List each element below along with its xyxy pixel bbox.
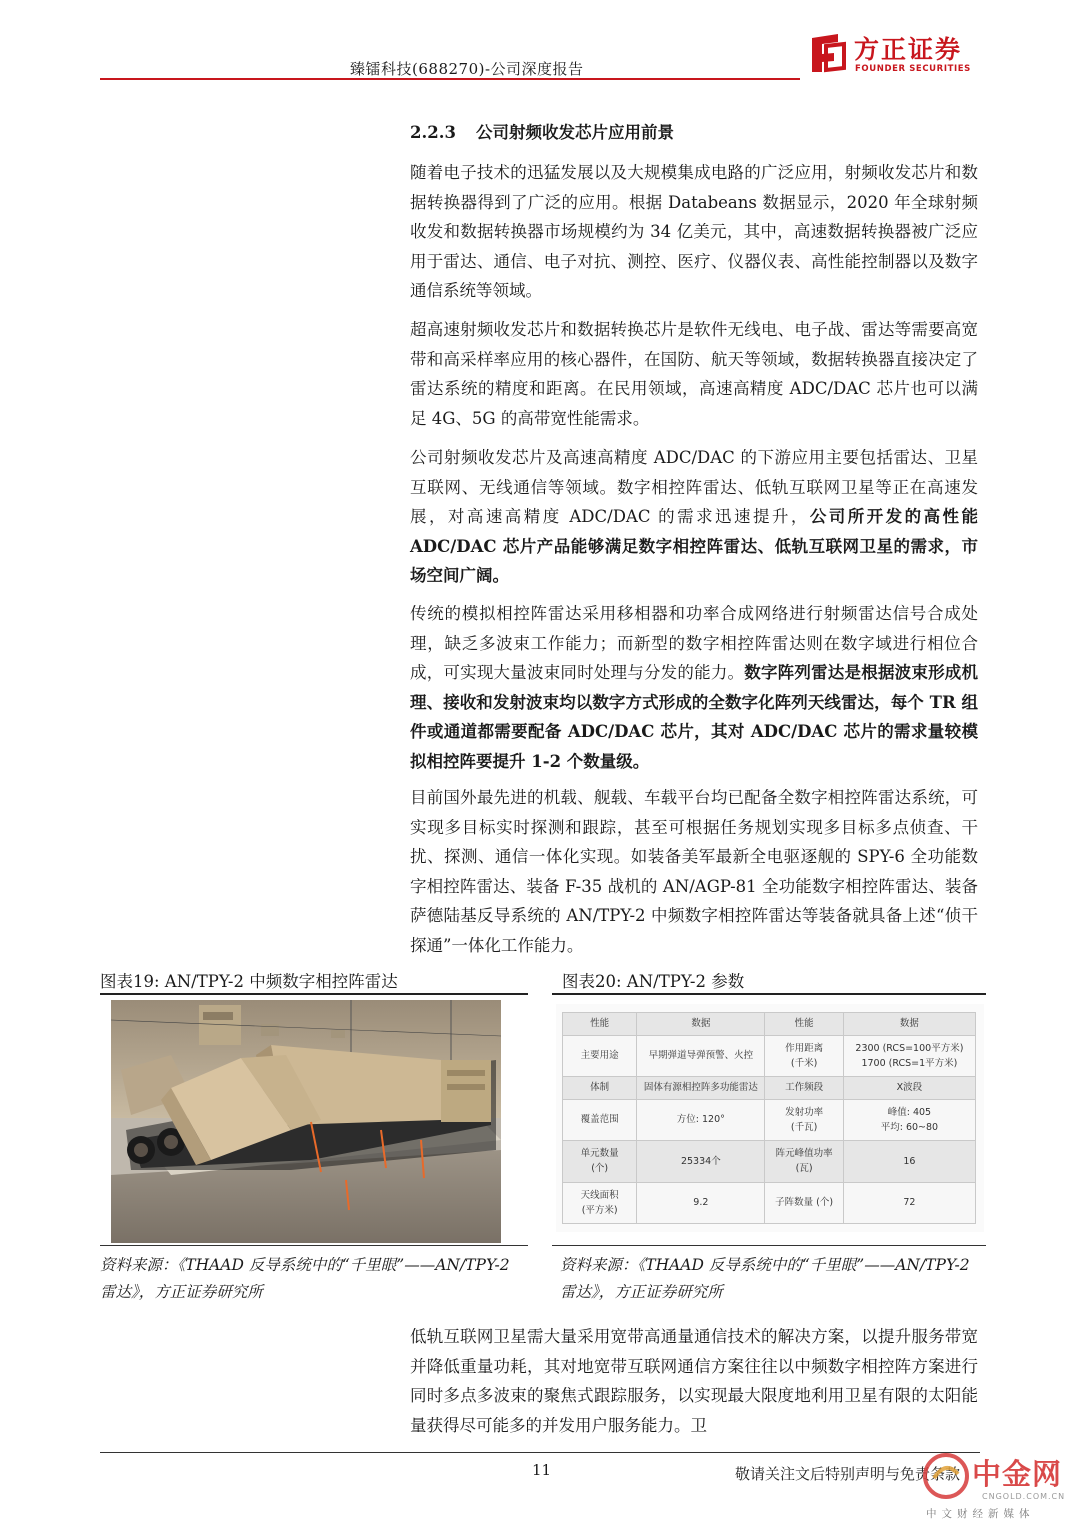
section-number: 2.2.3: [410, 123, 456, 142]
parameter-table: [562, 1012, 976, 1224]
paragraph-core-devices: 超高速射频收发芯片和数据转换芯片是软件无线电、电子战、雷达等需要高宽带和高采样率应用的核心器件，在国防、航天等领域，数据转换器直接决定了雷达系统的精度和距离。在民用领域，高速高精度 ADC/DAC 芯片也可以满足 4G、5G 的高带宽性能需求。: [410, 320, 978, 428]
table-row: [563, 1077, 976, 1100]
founder-logo-icon: [808, 32, 848, 74]
table-cell: 早期弹道导弹预警、火控: [637, 1035, 765, 1076]
paragraph-text: 公司射频收发芯片及高速高精度 ADC/DAC 的下游应用主要包括雷达、卫星互联网、无线通信等领域。数字相控阵雷达、低轨互联网卫星等正在高速发展，对高速高精度 ADC/DAC 的需求迅速提升，: [410, 448, 978, 526]
table-cell: 子阵数量 (个): [765, 1182, 843, 1224]
cngold-watermark: [920, 1446, 1080, 1527]
figure-20-top-rule: [552, 993, 986, 995]
watermark-subtitle: 中文财经新媒体: [926, 1508, 1035, 1520]
watermark-chinese-text: 中金网: [972, 1457, 1063, 1491]
logo-chinese-text: 方正证券: [854, 35, 963, 64]
figure-20-title: 图表20: AN/TPY-2 参数: [562, 972, 745, 991]
table-cell: 单元数量 (个): [563, 1141, 637, 1182]
table-cell: 体制: [563, 1077, 637, 1100]
logo-english-text: FOUNDER SECURITIES: [855, 64, 971, 74]
cngold-logo-icon: [922, 1452, 970, 1500]
header-divider: [100, 78, 800, 80]
table-cell: 2300 (RCS=100平方米) 1700 (RCS=1平方米): [843, 1035, 975, 1076]
table-header-row: [563, 1013, 976, 1036]
table-cell: 性能: [765, 1013, 843, 1036]
paragraph-leo-satellite: 低轨互联网卫星需大量采用宽带高通量通信技术的解决方案，以提升服务带宽并降低重量功耗，其对地宽带互联网通信方案往往以中频数字相控阵方案进行同时多点多波束的聚焦式跟踪服务，以实现最大限度地利用卫星有限的太阳能量获得尽可能多的并发用户服务能力。卫: [410, 1327, 978, 1435]
table-cell: 天线面积 (平方米): [563, 1182, 637, 1224]
figure-20-source: 资料来源：《THAAD 反导系统中的“千里眼”——AN/TPY-2 雷达》，方正证券研究所: [560, 1256, 970, 1301]
table-cell: 覆盖范围: [563, 1099, 637, 1140]
table-cell: 工作频段: [765, 1077, 843, 1100]
table-cell: 性能: [563, 1013, 637, 1036]
table-row: [563, 1141, 976, 1182]
figure-19-title: 图表19: AN/TPY-2 中频数字相控阵雷达: [100, 972, 398, 991]
figure-20-bottom-rule: [552, 1245, 986, 1246]
watermark-english-text: CNGOLD.COM.CN: [982, 1492, 1066, 1501]
parameter-table-image: [556, 1004, 984, 1232]
radar-photo-image: [111, 1000, 501, 1243]
table-row: [563, 1099, 976, 1140]
figure-19-top-rule: [100, 993, 528, 995]
paragraph-phased-array: [410, 599, 978, 776]
table-cell: 主要用途: [563, 1035, 637, 1076]
table-cell: 16: [843, 1141, 975, 1182]
table-row: [563, 1035, 976, 1076]
page-number: 11: [532, 1461, 552, 1479]
paragraph-highlight: 公司所开发的高性能 ADC/DAC 芯片产品能够满足数字相控阵雷达、低轨互联网卫星的需求，市场空间广阔。: [410, 507, 979, 585]
table-cell: 阵元峰值功率 (瓦): [765, 1141, 843, 1182]
table-row: [563, 1182, 976, 1224]
paragraph-foreign-platforms: 目前国外最先进的机载、舰载、车载平台均已配备全数字相控阵雷达系统，可实现多目标实时探测和跟踪，甚至可根据任务规划实现多目标多点侦查、干扰、探测、通信一体化实现。如装备美军最新全电驱逐舰的 SPY-6 全功能数字相控阵雷达、装备 F-35 战机的 AN/AGP-81 全功能数字相控阵雷达、装备萨德陆基反导系统的 AN/TPY-2 中频数字相控阵雷达等装备就具备上述“侦干探通”一体化工作能力。: [410, 788, 978, 955]
paragraph-downstream-applications: [410, 443, 978, 591]
figure-19-bottom-rule: [100, 1245, 528, 1246]
report-header-title: 臻镭科技(688270)-公司深度报告: [350, 60, 584, 78]
founder-securities-logo: [808, 30, 978, 82]
figure-19-source: 资料来源：《THAAD 反导系统中的“千里眼”——AN/TPY-2 雷达》，方正证券研究所: [100, 1256, 510, 1301]
table-cell: 作用距离 (千米): [765, 1035, 843, 1076]
section-heading: [410, 119, 674, 143]
table-cell: X波段: [843, 1077, 975, 1100]
footer-disclaimer: 敬请关注文后特别声明与免责条款: [735, 1465, 961, 1483]
table-cell: 固体有源相控阵多功能雷达: [637, 1077, 765, 1100]
table-cell: 发射功率 (千瓦): [765, 1099, 843, 1140]
paragraph-market-size: 随着电子技术的迅猛发展以及大规模集成电路的广泛应用，射频收发芯片和数据转换器得到了广泛的应用。根据 Databeans 数据显示，2020 年全球射频收发和数据转换器市场规模约为 34 亿美元，其中，高速数据转换器被广泛应用于雷达、通信、电子对抗、测控、医疗、仪器仪表、高性能控制器以及数字通信系统等领域。: [410, 163, 978, 300]
paragraph-highlight: 数字阵列雷达是根据波束形成机理、接收和发射波束均以数字方式形成的全数字化阵列天线雷达，每个 TR 组件或通道都需要配备 ADC/DAC 芯片，其对 ADC/DAC 芯片的需求量较模拟相控阵要提升 1-2 个数量级。: [410, 663, 979, 771]
footer-divider: [100, 1452, 980, 1453]
table-cell: 方位: 120°: [637, 1099, 765, 1140]
table-cell: 25334个: [637, 1141, 765, 1182]
paragraph-text: 传统的模拟相控阵雷达采用移相器和功率合成网络进行射频雷达信号合成处理，缺乏多波束工作能力；而新型的数字相控阵雷达则在数字域进行相位合成，可实现大量波束同时处理与分发的能力。: [410, 604, 978, 682]
table-cell: 峰值: 405 平均: 60~80: [843, 1099, 975, 1140]
table-cell: 数据: [843, 1013, 975, 1036]
table-cell: 72: [843, 1182, 975, 1224]
table-cell: 9.2: [637, 1182, 765, 1224]
table-cell: 数据: [637, 1013, 765, 1036]
section-title: 公司射频收发芯片应用前景: [475, 123, 674, 142]
